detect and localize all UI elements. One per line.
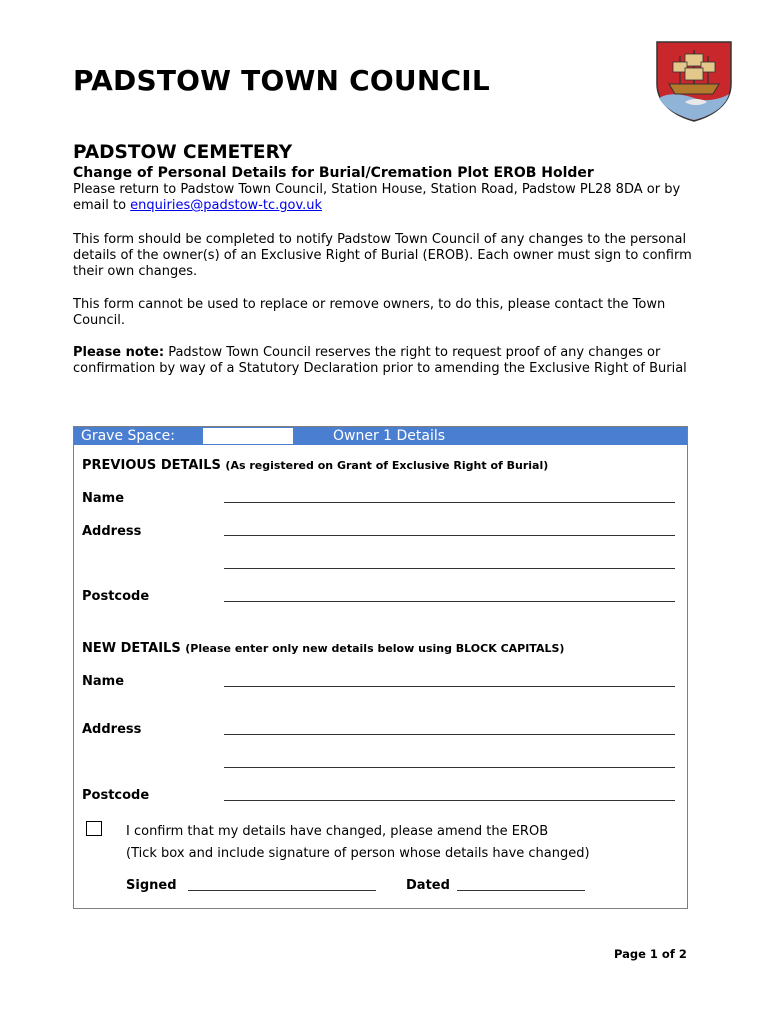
new-details-heading [82, 641, 564, 656]
page-number: Page 1 of 2 [614, 947, 687, 961]
date-field[interactable] [457, 890, 585, 891]
previous-heading-note: (As registered on Grant of Exclusive Right of Burial) [225, 459, 549, 472]
previous-address-field-1[interactable] [224, 535, 675, 536]
signed-label: Signed [126, 878, 177, 893]
dated-label: Dated [406, 878, 450, 893]
previous-postcode-label: Postcode [82, 589, 150, 604]
note-paragraph [73, 345, 693, 377]
new-heading-text: NEW DETAILS [82, 641, 181, 656]
note-text: Padstow Town Council reserves the right to request proof of any changes or confirmation by way of a Statutory Declaration prior to amending the Exclusive Right of Burial [73, 345, 687, 376]
town-crest-icon [655, 40, 733, 122]
owner-details-form [73, 426, 688, 909]
return-instructions [73, 182, 693, 214]
cemetery-title: PADSTOW CEMETERY [73, 142, 293, 163]
tick-note: (Tick box and include signature of person whose details have changed) [126, 846, 590, 861]
new-address-label: Address [82, 722, 142, 737]
form-purpose-text: This form should be completed to notify Padstow Town Council of any changes to the personal details of the owner(s) of an Exclusive Right of Burial (EROB). Each owner must sign to confirm their own changes. [73, 232, 692, 279]
email-link[interactable]: enquiries@padstow-tc.gov.uk [130, 198, 323, 213]
new-heading-note: (Please enter only new details below using BLOCK CAPITALS) [185, 642, 565, 655]
new-address-field-2[interactable] [224, 767, 675, 768]
previous-address-label: Address [82, 524, 142, 539]
new-address-field-1[interactable] [224, 734, 675, 735]
note-label: Please note: [73, 345, 165, 360]
previous-postcode-field[interactable] [224, 601, 675, 602]
page-title: PADSTOW TOWN COUNCIL [73, 64, 490, 97]
return-text: Please return to Padstow Town Council, Station House, Station Road, Padstow PL28 8DA or by email to [73, 182, 681, 213]
grave-space-input[interactable] [202, 427, 294, 445]
new-postcode-label: Postcode [82, 788, 150, 803]
previous-name-field[interactable] [224, 502, 675, 503]
previous-heading-text: PREVIOUS DETAILS [82, 458, 221, 473]
signature-field[interactable] [188, 890, 376, 891]
confirm-checkbox[interactable] [86, 821, 102, 836]
new-name-label: Name [82, 674, 125, 689]
previous-details-heading [82, 458, 548, 473]
confirm-text: I confirm that my details have changed, please amend the EROB [126, 824, 549, 839]
form-header-bar [74, 427, 687, 445]
owner-details-label: Owner 1 Details [333, 428, 446, 444]
cannot-use-text: This form cannot be used to replace or remove owners, to do this, please contact the Town Council. [73, 297, 666, 328]
grave-space-label: Grave Space: [81, 428, 175, 444]
previous-address-field-2[interactable] [224, 568, 675, 569]
new-postcode-field[interactable] [224, 800, 675, 801]
new-name-field[interactable] [224, 686, 675, 687]
form-subtitle: Change of Personal Details for Burial/Cremation Plot EROB Holder [73, 165, 594, 181]
previous-name-label: Name [82, 491, 125, 506]
